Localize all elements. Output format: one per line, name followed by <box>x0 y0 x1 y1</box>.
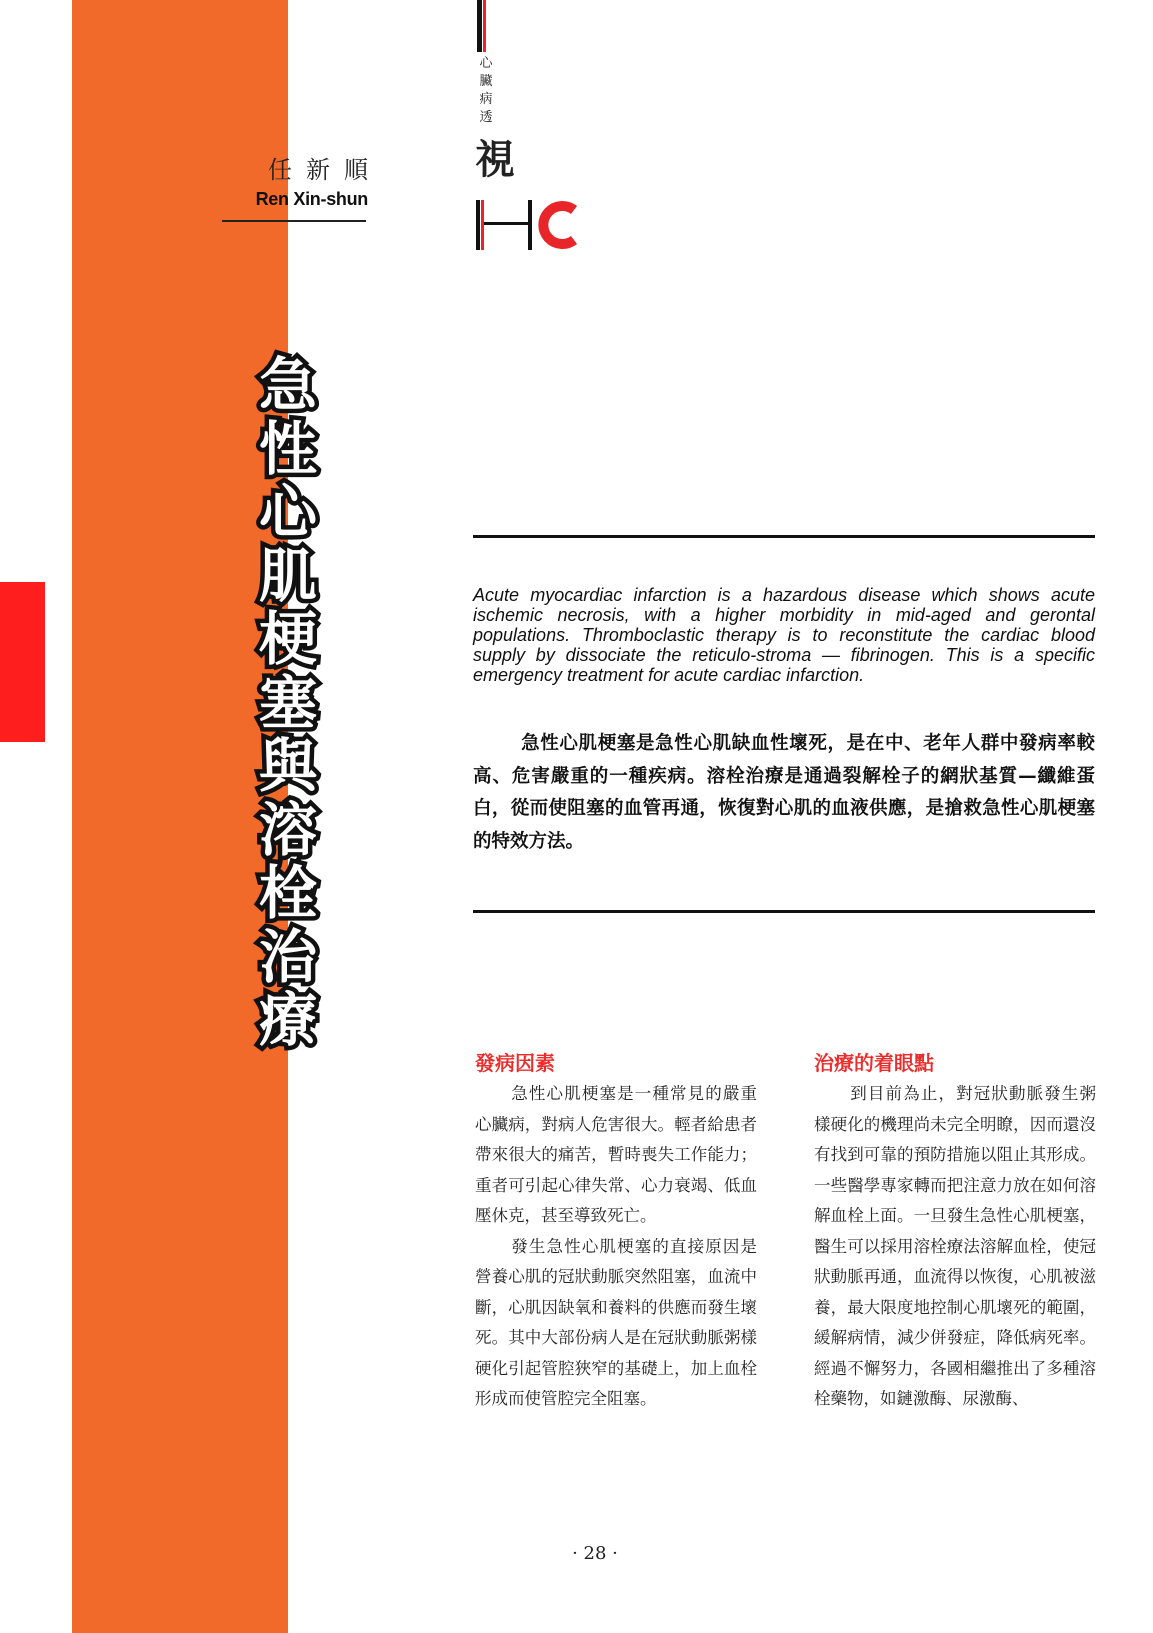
abstract-chinese: 急性心肌梗塞是急性心肌缺血性壞死，是在中、老年人群中發病率較高、危害嚴重的一種疾病。溶栓治療是通過裂解栓子的網狀基質—纖維蛋白，從而使阻塞的血管再通，恢復對心肌的血液供應，是搶救急性心肌梗塞的特效方法。 <box>473 733 1095 852</box>
logo-bar-red <box>483 0 486 52</box>
author-name-cn: 任新順 <box>268 156 382 184</box>
column-label: 心臟病透 <box>479 56 493 125</box>
title-char: 與 <box>258 732 317 800</box>
red-edge-tab <box>0 582 45 742</box>
abstract-english: Acute myocardiac infarction is a hazardous disease which shows acute ischemic necrosis, with a higher morbidity in mid-aged and gerontal populations. Thromboclastic therapy is to reconstitute the cardiac blood supply by dissociate the reticulo-stroma — fibrinogen. This is a specific emergency treatment for acute cardiac infarction. <box>473 585 1095 685</box>
abstract-top-rule <box>473 535 1095 538</box>
hc-logo-icon <box>476 200 596 252</box>
title-char: 栓 <box>258 859 317 927</box>
logo-bar-black <box>477 0 482 52</box>
title-char: 溶 <box>258 795 317 864</box>
vertical-title <box>248 351 328 1054</box>
author-name-en: Ren Xin-shun <box>255 189 368 209</box>
page-number: · 28 · <box>572 1543 618 1564</box>
title-char: 肌 <box>258 541 317 610</box>
paragraph: 到目前為止，對冠狀動脈發生粥樣硬化的機理尚未完全明瞭，因而還沒有找到可靠的預防措施以阻止其形成。一些醫學專家轉而把注意力放在如何溶解血栓上面。一旦發生急性心肌梗塞，醫生可以採用溶栓療法溶解血栓，使冠狀動脈再通，血流得以恢復，心肌被滋養，最大限度地控制心肌壞死的範圍，緩解病情，減少併發症，降低病死率。經過不懈努力，各國相繼推出了多種溶栓藥物，如鏈激酶、尿激酶、 <box>814 1084 1096 1408</box>
section-heading-causes: 發病因素 <box>475 1051 555 1075</box>
title-char: 急 <box>258 351 317 419</box>
abstract-bottom-rule <box>473 910 1095 913</box>
paragraph: 急性心肌梗塞是一種常見的嚴重心臟病，對病人危害很大。輕者給患者帶來很大的痛苦，暫時喪失工作能力；重者可引起心律失常、心力衰竭、低血壓休克，甚至導致死亡。 <box>475 1084 757 1225</box>
section-body-causes <box>475 1079 757 1415</box>
author-block <box>222 150 382 210</box>
paragraph: 發生急性心肌梗塞的直接原因是營養心肌的冠狀動脈突然阻塞，血流中斷，心肌因缺氧和養料的供應而發生壞死。其中大部份病人是在冠狀動脈粥樣硬化引起管腔狹窄的基礎上，加上血栓形成而使管腔完全阻塞。 <box>475 1236 757 1408</box>
title-char: 塞 <box>258 668 317 737</box>
title-char: 心 <box>258 478 317 546</box>
title-char: 療 <box>258 986 317 1054</box>
title-char: 治 <box>258 922 317 991</box>
column-big-char: 視 <box>475 137 515 183</box>
section-heading-treatment: 治療的着眼點 <box>814 1051 934 1075</box>
author-underline <box>222 220 366 222</box>
title-char: 性 <box>258 414 317 483</box>
section-body-treatment <box>814 1079 1096 1415</box>
title-char: 梗 <box>258 605 317 673</box>
